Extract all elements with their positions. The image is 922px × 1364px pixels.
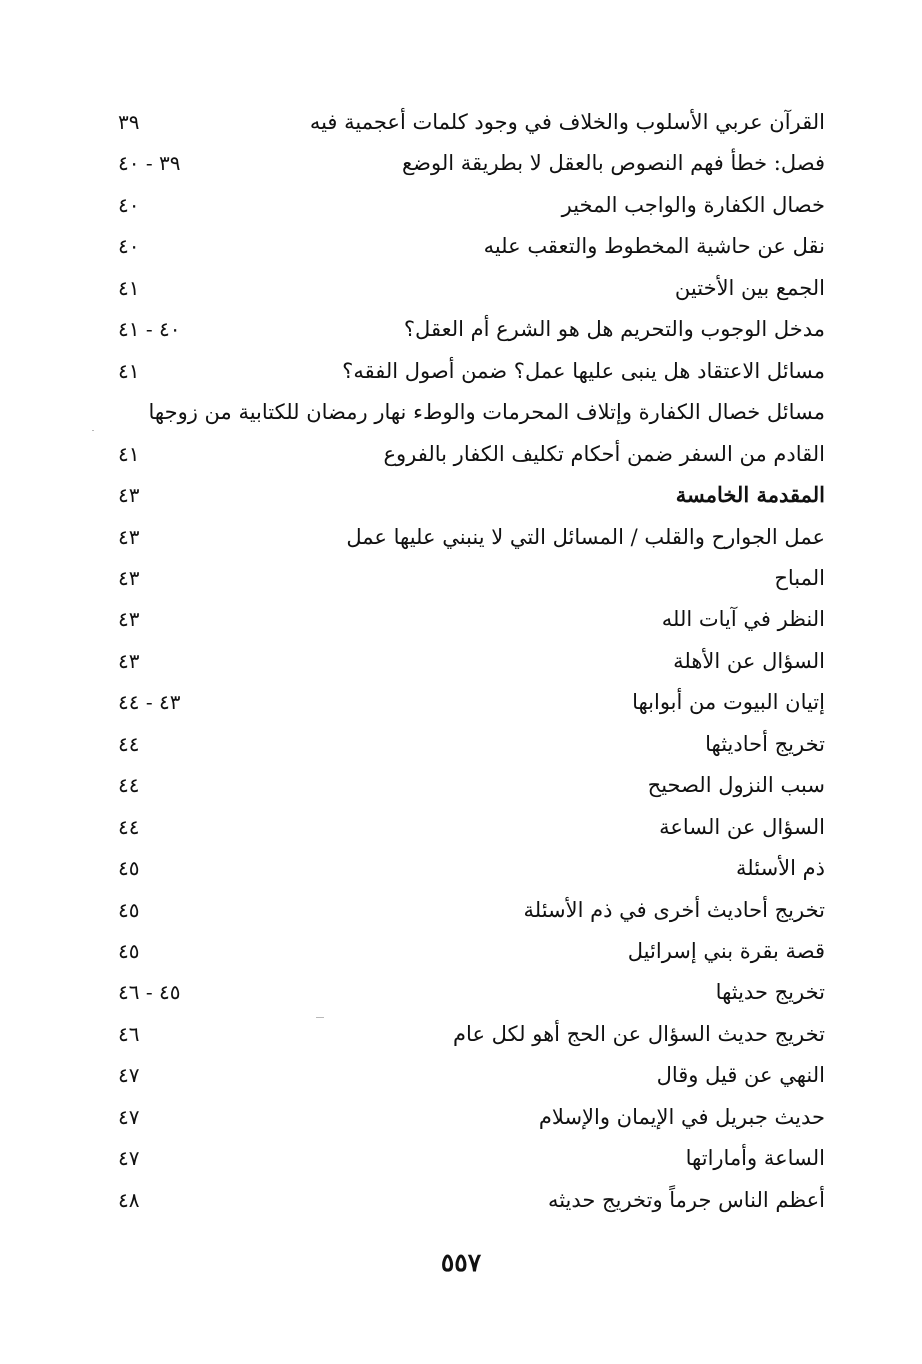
toc-entry: [100, 1055, 825, 1095]
toc-entry-page: ٤٨: [118, 1187, 140, 1212]
toc-entry-title: المقدمة الخامسة: [675, 482, 825, 508]
toc-entry-title: ذم الأسئلة: [736, 856, 825, 881]
toc-entry: [100, 1014, 825, 1054]
toc-entry: [100, 807, 825, 847]
toc-entry-title: حديث جبريل في الإيمان والإسلام: [538, 1104, 825, 1129]
toc-entry-title: المباح: [774, 565, 825, 590]
toc-entry-page: ٤٤: [118, 814, 140, 839]
toc-entry: [100, 848, 825, 888]
toc-entry-title: عمل الجوارح والقلب / المسائل التي لا ينبني عليها عمل: [346, 524, 825, 549]
toc-entry: [100, 185, 825, 225]
toc-entry-title: السؤال عن الأهلة: [673, 648, 825, 673]
toc-entry: [100, 1180, 825, 1220]
toc-entry-page: ٤٧: [118, 1063, 140, 1088]
toc-entry-page: ٣٩ - ٤٠: [118, 151, 181, 176]
toc-entry-page: ٤٥: [118, 856, 140, 881]
toc-entry-title: السؤال عن الساعة: [659, 814, 825, 839]
toc-entry-page: ٤٣: [118, 565, 140, 590]
toc-entry: [100, 309, 825, 349]
toc-entry-page: ٤٥: [118, 939, 140, 963]
toc-entry-page: ٤٥: [118, 897, 140, 922]
toc-entry-title: مسائل الاعتقاد هل ينبى عليها عمل؟ ضمن أصول الفقه؟: [342, 358, 825, 383]
toc-entry: [100, 765, 825, 805]
toc-entry: [100, 724, 825, 764]
toc-entry: [100, 475, 825, 515]
toc-entry-title: مدخل الوجوب والتحريم هل هو الشرع أم العقل؟: [403, 317, 825, 342]
toc-entry-title: الساعة وأماراتها: [685, 1146, 825, 1171]
toc-entry: [100, 226, 825, 266]
toc-entry: [100, 1138, 825, 1178]
toc-entry-page: ٤٧: [118, 1104, 140, 1129]
toc-entry: [100, 143, 825, 183]
toc-entry-title: القرآن عربي الأسلوب والخلاف في وجود كلمات أعجمية فيه: [309, 110, 825, 134]
page-number: ٥٥٧: [440, 1248, 482, 1277]
toc-entry: [100, 890, 825, 930]
toc-entry-page: ٤١: [118, 358, 140, 383]
toc-entry-title: تخريج أحاديث أخرى في ذم الأسئلة: [523, 897, 825, 922]
table-of-contents: [100, 102, 825, 1222]
toc-entry: [100, 641, 825, 681]
toc-entry-page: ٤٠ - ٤١: [118, 317, 181, 342]
toc-entry-page: ٤٥ - ٤٦: [118, 980, 181, 1005]
toc-entry-title: الجمع بين الأختين: [674, 275, 825, 300]
toc-entry-title: تخريج حديث السؤال عن الحج أهو لكل عام: [453, 1021, 825, 1046]
toc-entry-title: خصال الكفارة والواجب المخير: [561, 192, 825, 217]
toc-entry-page: ٤٦: [118, 1021, 140, 1046]
toc-entry-page: ٤٣: [118, 648, 140, 673]
toc-entry-title: مسائل خصال الكفارة وإتلاف المحرمات والوطء نهار رمضان للكتابية من زوجها: [148, 400, 825, 425]
toc-entry-page: ٤١: [118, 275, 140, 300]
toc-entry-page: ٤٤: [118, 731, 140, 756]
toc-entry: [100, 102, 825, 142]
toc-entry-title: قصة بقرة بني إسرائيل: [627, 939, 825, 963]
toc-entry-title: نقل عن حاشية المخطوط والتعقب عليه: [483, 234, 825, 259]
toc-entry-title: النهي عن قيل وقال: [656, 1063, 825, 1088]
toc-entry: [100, 599, 825, 639]
scan-speck: [92, 430, 94, 431]
scan-speck: [316, 1017, 324, 1018]
toc-entry-title: النظر في آيات الله: [661, 607, 825, 632]
toc-entry-page: ٤٣: [118, 483, 140, 508]
toc-entry: [100, 1097, 825, 1137]
toc-entry: [100, 972, 825, 1012]
toc-entry-title: تخريج أحاديثها: [705, 731, 825, 756]
toc-entry-page: ٣٩: [118, 110, 140, 134]
toc-entry: [100, 682, 825, 722]
toc-entry-title: أعظم الناس جرماً وتخريج حديثه: [547, 1187, 825, 1212]
toc-entry-title: فصل: خطأ فهم النصوص بالعقل لا بطريقة الوضع: [401, 151, 825, 176]
toc-entry-page: ٤٧: [118, 1146, 140, 1171]
toc-entry-page: ٤٣: [118, 607, 140, 632]
toc-entry: [100, 558, 825, 598]
toc-entry: [100, 931, 825, 971]
toc-entry: [100, 434, 825, 474]
toc-entry-page: ٤٣ - ٤٤: [118, 690, 181, 715]
toc-entry-page: ٤٠: [118, 234, 140, 259]
toc-entry: [100, 268, 825, 308]
toc-entry-title: القادم من السفر ضمن أحكام تكليف الكفار بالفروع: [383, 441, 825, 466]
toc-entry-title: إتيان البيوت من أبوابها: [632, 690, 825, 715]
toc-entry-page: ٤١: [118, 441, 140, 466]
toc-entry-page: ٤٤: [118, 773, 140, 798]
toc-entry-page: ٤٣: [118, 524, 140, 549]
toc-entry: [100, 517, 825, 557]
toc-entry: [100, 392, 825, 432]
toc-entry: [100, 351, 825, 391]
toc-entry-title: سبب النزول الصحيح: [647, 773, 825, 798]
toc-entry-title: تخريج حديثها: [715, 980, 825, 1005]
toc-entry-page: ٤٠: [118, 192, 140, 217]
